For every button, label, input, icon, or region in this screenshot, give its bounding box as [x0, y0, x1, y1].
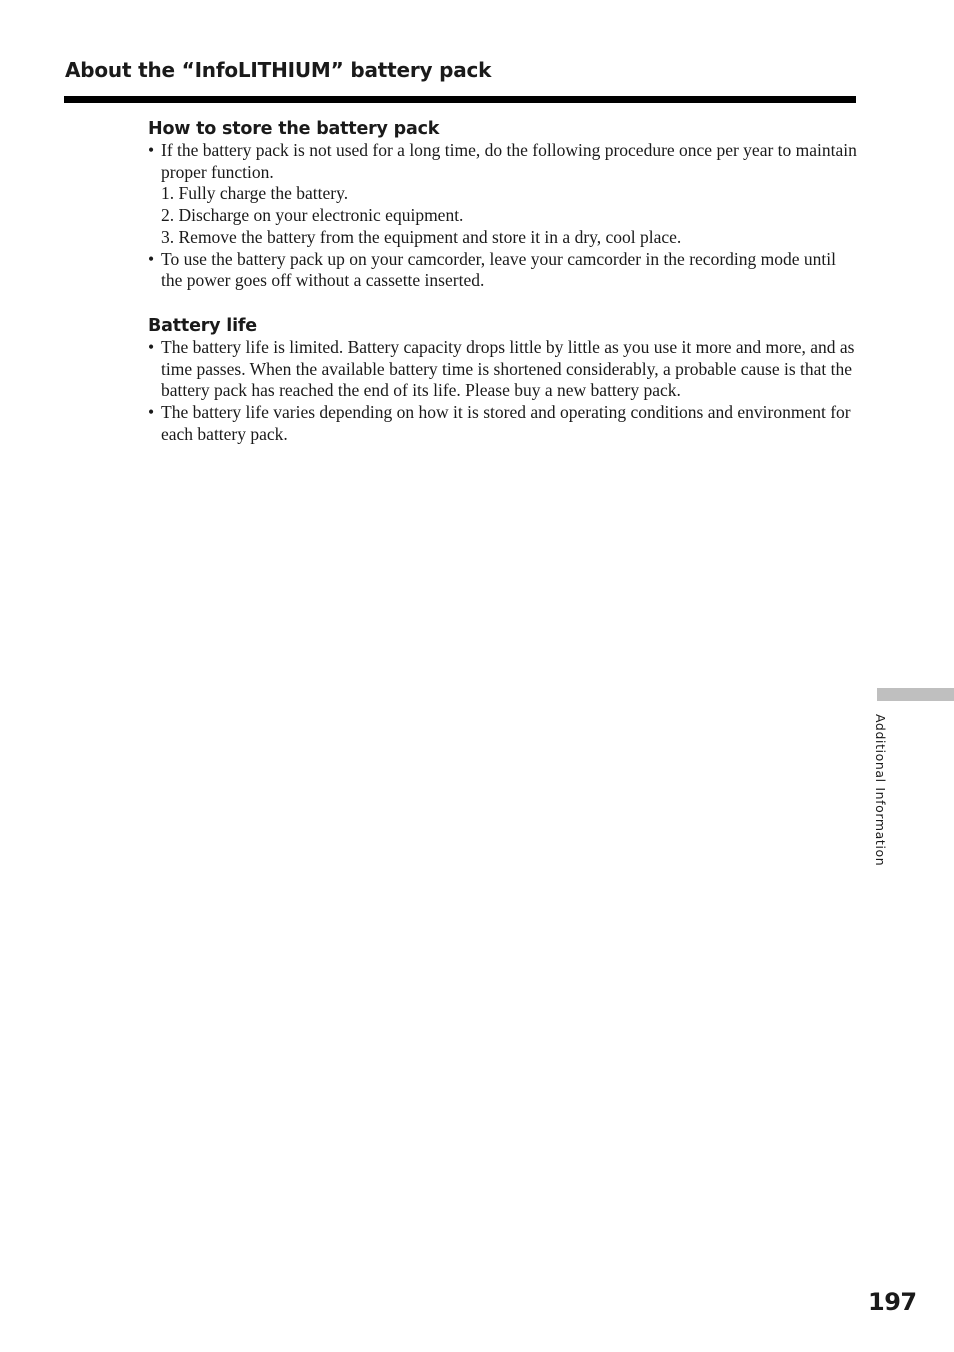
procedure-step: 1. Fully charge the battery. [161, 183, 349, 204]
bullet-text: • The battery life is limited. Battery capacity drops little by little as you use it more and more, and as time passes. When the available battery time is shortened considerably, a probable cause is that the battery pack has reached the end of its life. Please buy a new battery pack. [161, 337, 855, 401]
bullet-item [148, 249, 860, 292]
page-title: About the “InfoLITHIUM” battery pack [65, 58, 492, 82]
page-number: 197 [868, 1288, 917, 1316]
bullet-text: • To use the battery pack up on your camcorder, leave your camcorder in the recording mode until the power goes off without a cassette inserted. [161, 248, 836, 291]
bullet-text: • The battery life varies depending on how it is stored and operating conditions and environment for each battery pack. [161, 402, 851, 444]
procedure-step: 3. Remove the battery from the equipment and store it in a dry, cool place. [161, 226, 682, 247]
procedure-steps [161, 183, 860, 248]
procedure-step: 2. Discharge on your electronic equipment. [161, 205, 464, 226]
bullet-item [148, 337, 860, 402]
section-store-battery [148, 118, 860, 292]
title-rule [64, 96, 856, 103]
chapter-side-label: Additional Information [873, 714, 888, 867]
bullet-item [148, 402, 860, 445]
bullet-list [148, 140, 860, 292]
section-tab-marker [877, 688, 954, 701]
bullet-text: • If the battery pack is not used for a long time, do the following procedure once per year to maintain proper function. [161, 140, 857, 182]
bullet-list [148, 337, 860, 446]
bullet-item [148, 140, 860, 249]
section-battery-life [148, 315, 860, 446]
section-heading: How to store the battery pack [148, 119, 440, 139]
section-heading: Battery life [148, 316, 257, 336]
